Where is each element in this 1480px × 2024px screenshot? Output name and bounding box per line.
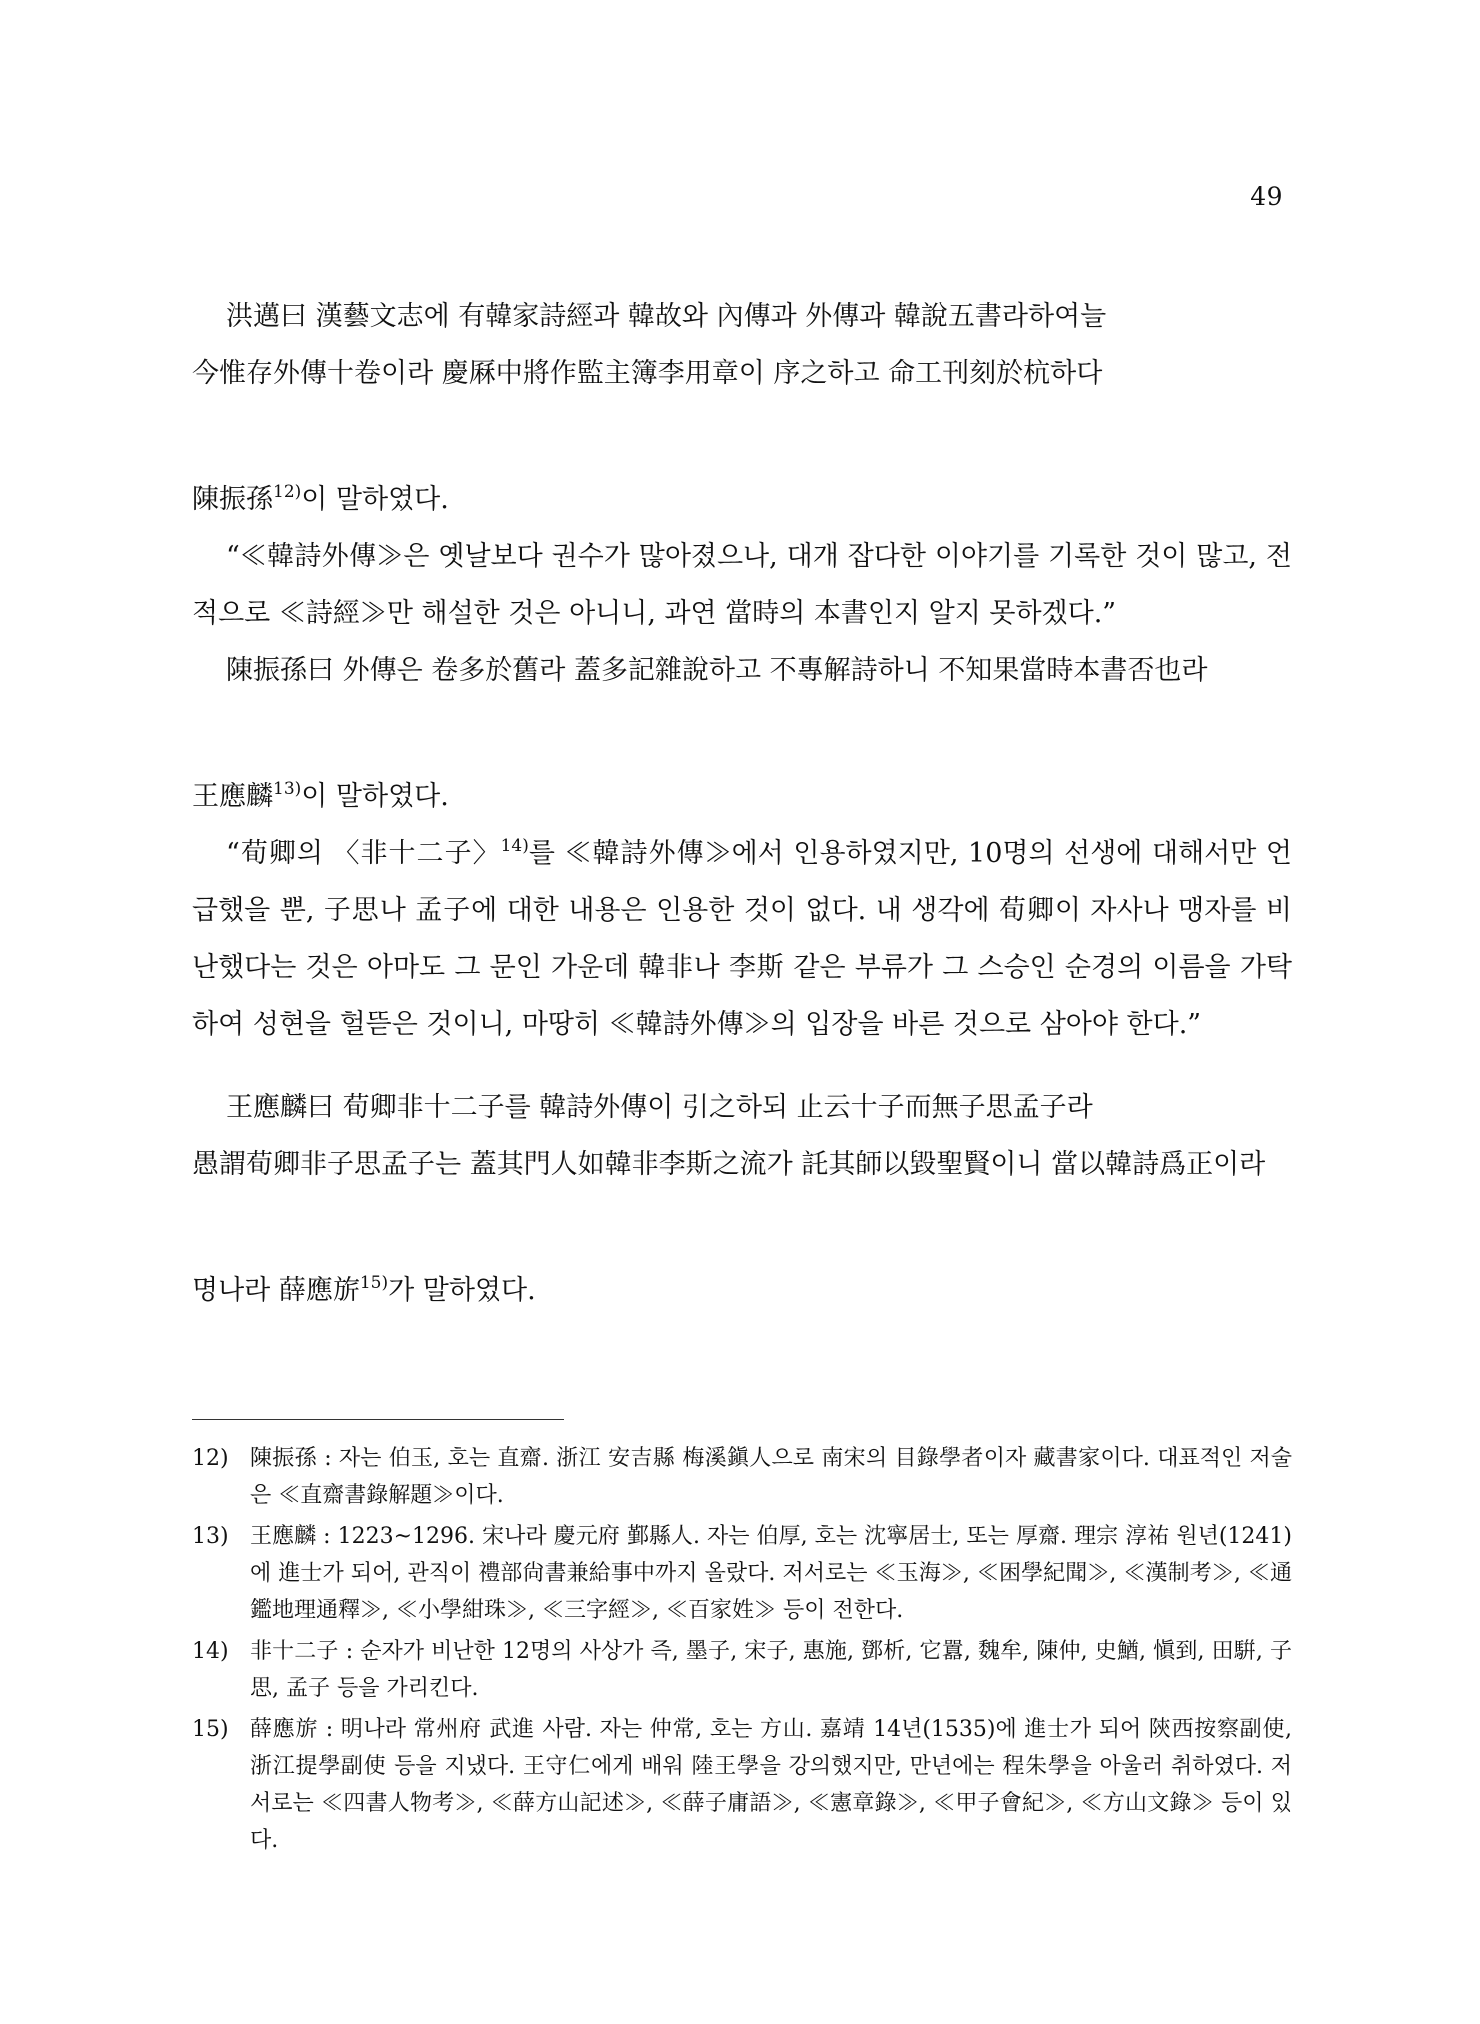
footnote-number: 13)	[192, 1524, 229, 1549]
speaker-line	[192, 1263, 1292, 1319]
quote-text: 를 ≪韓詩外傳≫에서 인용하였지만, 10명의 선생에 대해서만 언급했을 뿐, 子思나 孟子에 대한 내용은 인용한 것이 없다. 내 생각에 荀卿이 자사나 맹자를 비난했다는 것은 아마도 그 문인 가운데 韓非나 李斯 같은 부류가 그 스승인 순경의 이름을 가탁하여 성현을 헐뜯은 것이니, 마땅히 ≪韓詩外傳≫의 입장을 바른 것으로 삼아야 한다.”	[192, 838, 1292, 1040]
speaker-said: 이 말하였다.	[301, 484, 449, 515]
footnote-ref[interactable]: 15)	[359, 1273, 389, 1293]
footnote-number: 15)	[192, 1717, 229, 1742]
footnote-text: 陳振孫 : 자는 伯玉, 호는 直齋. 浙江 安吉縣 梅溪鎭人으로 南宋의 目錄學者이자 藏書家이다. 대표적인 저술은 ≪直齋書錄解題≫이다.	[250, 1446, 1292, 1508]
translation-quote	[192, 825, 1292, 1053]
quote-text: “荀卿의 〈非十二子〉	[226, 838, 501, 869]
speaker-said: 가 말하였다.	[388, 1275, 536, 1306]
footnote-text: 薛應旂 : 明나라 常州府 武進 사람. 자는 仲常, 호는 方山. 嘉靖 14년(1535)에 進士가 되어 陝西按察副使, 浙江提學副使 등을 지냈다. 王守仁에게 배워 陸王學을 강의했지만, 만년에는 程朱學을 아울러 취하였다. 저서로는 ≪四書人物考≫, ≪薛方山記述≫, ≪薛子庸語≫, ≪憲章錄≫, ≪甲子會紀≫, ≪方山文錄≫ 등이 있다.	[250, 1717, 1292, 1853]
footnote-ref[interactable]: 13)	[273, 779, 302, 799]
footnote-number: 12)	[192, 1446, 229, 1471]
speaker-line	[192, 769, 1292, 825]
footnotes	[192, 1440, 1292, 1863]
translation-quote: “≪韓詩外傳≫은 옛날보다 권수가 많아졌으나, 대개 잡다한 이야기를 기록한 것이 많고, 전적으로 ≪詩經≫만 해설한 것은 아니니, 과연 當時의 本書인지 알지 못하겠다.”	[192, 541, 1292, 629]
speaker-line	[192, 472, 1292, 528]
page-number: 49	[1250, 182, 1283, 211]
speaker-name: 陳振孫	[192, 484, 273, 515]
footnote-ref[interactable]: 14)	[500, 836, 529, 856]
footnote	[192, 1518, 1292, 1629]
speaker-said: 이 말하였다.	[301, 781, 449, 812]
footnote	[192, 1440, 1292, 1514]
hanmun-paragraph: 洪邁曰 漢藝文志에 有韓家詩經과 韓故와 內傳과 外傳과 韓說五書라하여늘 今惟存外傳十卷이라 慶厤中將作監主簿李用章이 序之하고 命工刊刻於杭하다	[192, 301, 1107, 389]
footnote-text: 王應麟 : 1223~1296. 宋나라 慶元府 鄞縣人. 자는 伯厚, 호는 沈寧居士, 또는 厚齋. 理宗 淳祐 원년(1241)에 進士가 되어, 관직이 禮部尙書兼給事中까지 올랐다. 저서로는 ≪玉海≫, ≪困學紀聞≫, ≪漢制考≫, ≪通鑑地理通釋≫, ≪小學紺珠≫, ≪三字經≫, ≪百家姓≫ 등이 전한다.	[250, 1524, 1292, 1623]
footnote	[192, 1711, 1292, 1859]
footnote-text: 非十二子 : 순자가 비난한 12명의 사상가 즉, 墨子, 宋子, 惠施, 鄧析, 它囂, 魏牟, 陳仲, 史鰌, 愼到, 田騈, 子思, 孟子 등을 가리킨다.	[250, 1639, 1292, 1701]
hanmun-paragraph: 王應麟曰 荀卿非十二子를 韓詩外傳이 引之하되 止云十子而無子思孟子라 愚謂荀卿非子思孟子는 蓋其門人如韓非李斯之流가 託其師以毀聖賢이니 當以韓詩爲正이라	[192, 1092, 1266, 1180]
speaker-name: 명나라 薛應旂	[192, 1275, 360, 1306]
footnote-ref[interactable]: 12)	[273, 482, 302, 502]
speaker-name: 王應麟	[192, 781, 273, 812]
main-content	[192, 288, 1292, 1319]
footnote-divider	[192, 1419, 564, 1420]
footnote	[192, 1633, 1292, 1707]
footnote-number: 14)	[192, 1639, 229, 1664]
hanmun-paragraph: 陳振孫曰 外傳은 卷多於舊라 蓋多記雜說하고 不專解詩하니 不知果當時本書否也라	[226, 655, 1208, 686]
